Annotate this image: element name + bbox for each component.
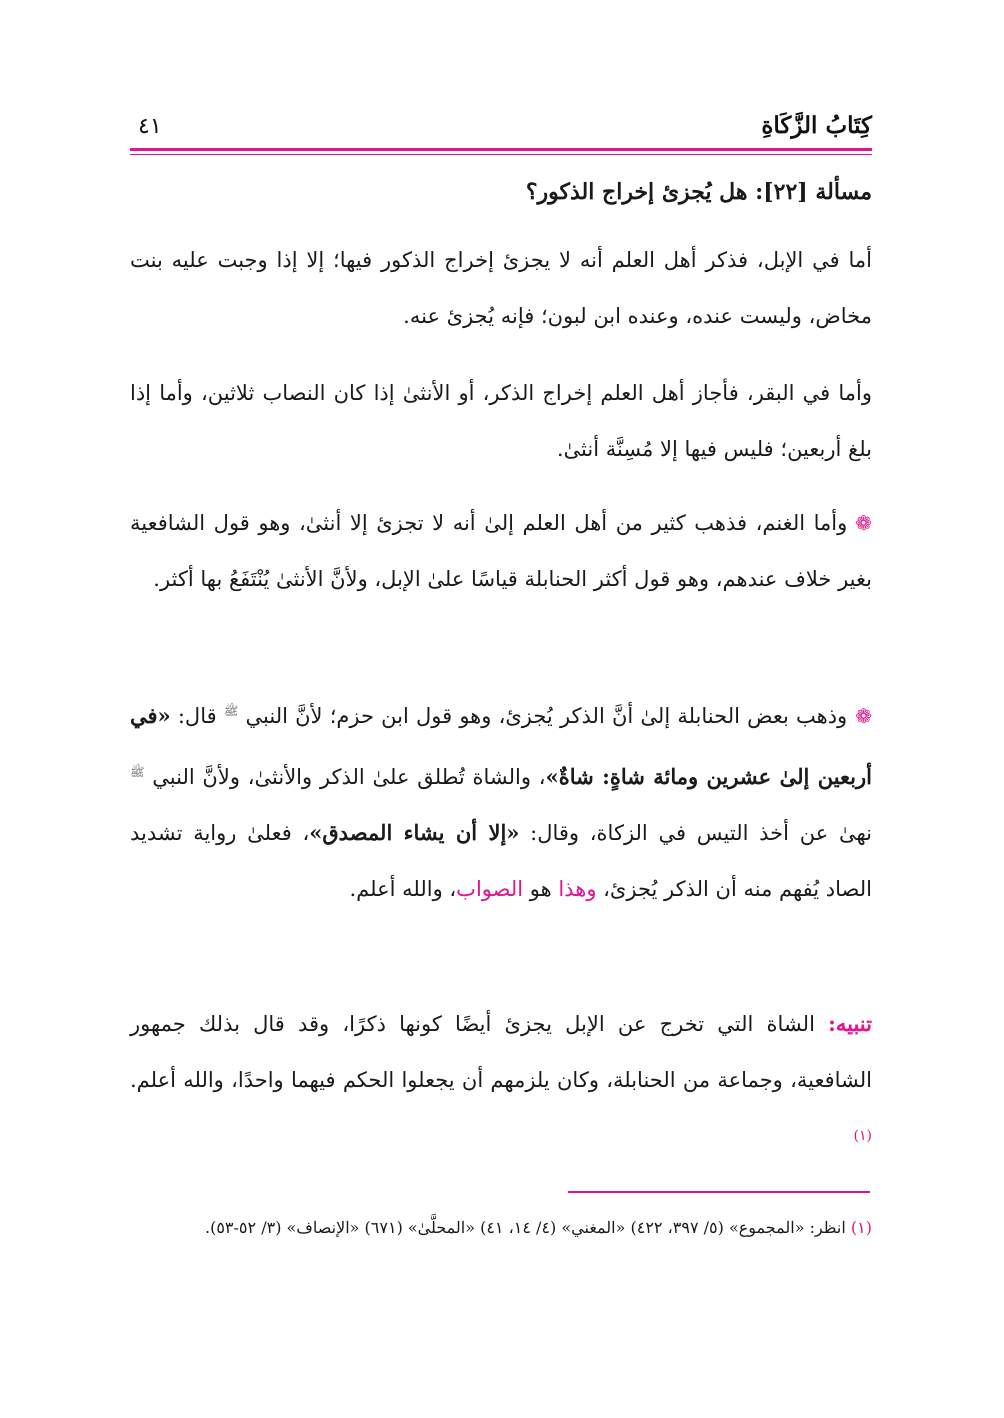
honorific-icon: ﷺ [130, 765, 145, 779]
p4-text-a: وذهب بعض الحنابلة إلىٰ أنَّ الذكر يُجزئ، وهو قول ابن حزم؛ لأنَّ النبي [245, 704, 848, 728]
question-text: هل يُجزئ إخراج الذكور؟ [525, 179, 748, 205]
footnote-number: (١) [850, 1218, 872, 1237]
header-rule-thin [130, 154, 872, 155]
p4-text-e: ، فعلىٰ رواية تشديد الصاد يُفهم منه أن الذكر يُجزئ، [130, 821, 872, 901]
p4-text-b: قال: [177, 704, 217, 728]
footnote [130, 1212, 872, 1244]
p4-text-g: ، والله أعلم. [349, 877, 457, 901]
paragraph-hanbali-view [130, 683, 872, 917]
highlight-correct: الصواب [456, 877, 524, 901]
footnote-reference[interactable]: (١) [853, 1128, 872, 1144]
book-page [130, 0, 872, 1418]
hadith-quote: «إلا أن يشاء المصدق» [309, 820, 520, 845]
question-number: [٢٢]: [755, 179, 808, 205]
highlight-this: وهذا [558, 877, 597, 901]
book-title: كِتَابُ الزَّكَاةِ [761, 112, 872, 139]
paragraph-sheep-text: وأما الغنم، فذهب كثير من أهل العلم إلىٰ أنه لا تجزئ إلا أنثىٰ، وهو قول الشافعية بغير خلاف عندهم، وهو قول أكثر الحنابلة قياسًا علىٰ الإبل، ولأنَّ الأنثىٰ يُنْتَفَعُ بها أكثر. [130, 511, 872, 591]
note-label: تنبيه: [828, 1011, 872, 1036]
note-text: الشاة التي تخرج عن الإبل يجزئ أيضًا كونها ذكرًا، وقد قال بذلك جمهور الشافعية، وجماعة من الحنابلة، وكان يلزمهم أن يجعلوا الحكم فيهما واحدًا، والله أعلم. [130, 1012, 872, 1092]
hadith-quote: «في أربعين إلىٰ عشرين ومائة شاةٍ: شاةٌ» [130, 703, 872, 789]
paragraph-note [130, 996, 872, 1169]
p4-text-c: ، والشاة تُطلق علىٰ الذكر والأنثىٰ، ولأنَّ النبي [152, 765, 546, 789]
header-rule-thick [130, 148, 872, 151]
paragraph-cattle: وأما في البقر، فأجاز أهل العلم إخراج الذكر، أو الأنثىٰ إذا كان النصاب ثلاثين، وأما إذا بلغ أربعين؛ فليس فيها إلا مُسِنَّة أنثىٰ. [130, 381, 872, 461]
p4-text-f: هو [529, 877, 552, 901]
paragraph-sheep [130, 495, 872, 607]
paragraph-camels: أما في الإبل، فذكر أهل العلم أنه لا يجزئ إخراج الذكور فيها؛ إلا إذا وجبت عليه بنت مخاض، وليست عنده، وعنده ابن لبون؛ فإنه يُجزئ عنه. [130, 248, 872, 328]
question-heading [130, 174, 872, 210]
page-header [130, 110, 872, 146]
p4-text-d: نهىٰ عن أخذ التيس في الزكاة، وقال: [530, 821, 872, 845]
flower-ornament-icon: ❁ [855, 511, 872, 535]
flower-ornament-icon: ❁ [855, 704, 872, 728]
footnote-text: انظر: «المجموع» (٥/ ٣٩٧، ٤٢٢) «المغني» (٤/ ١٤، ٤١) «المحلَّىٰ» (٦٧١) «الإنصاف» (٣/ ٥٢-٥٣). [205, 1218, 846, 1237]
honorific-icon: ﷺ [223, 704, 239, 718]
question-prefix: مسألة [815, 179, 872, 205]
page-number: ٤١ [138, 114, 162, 139]
